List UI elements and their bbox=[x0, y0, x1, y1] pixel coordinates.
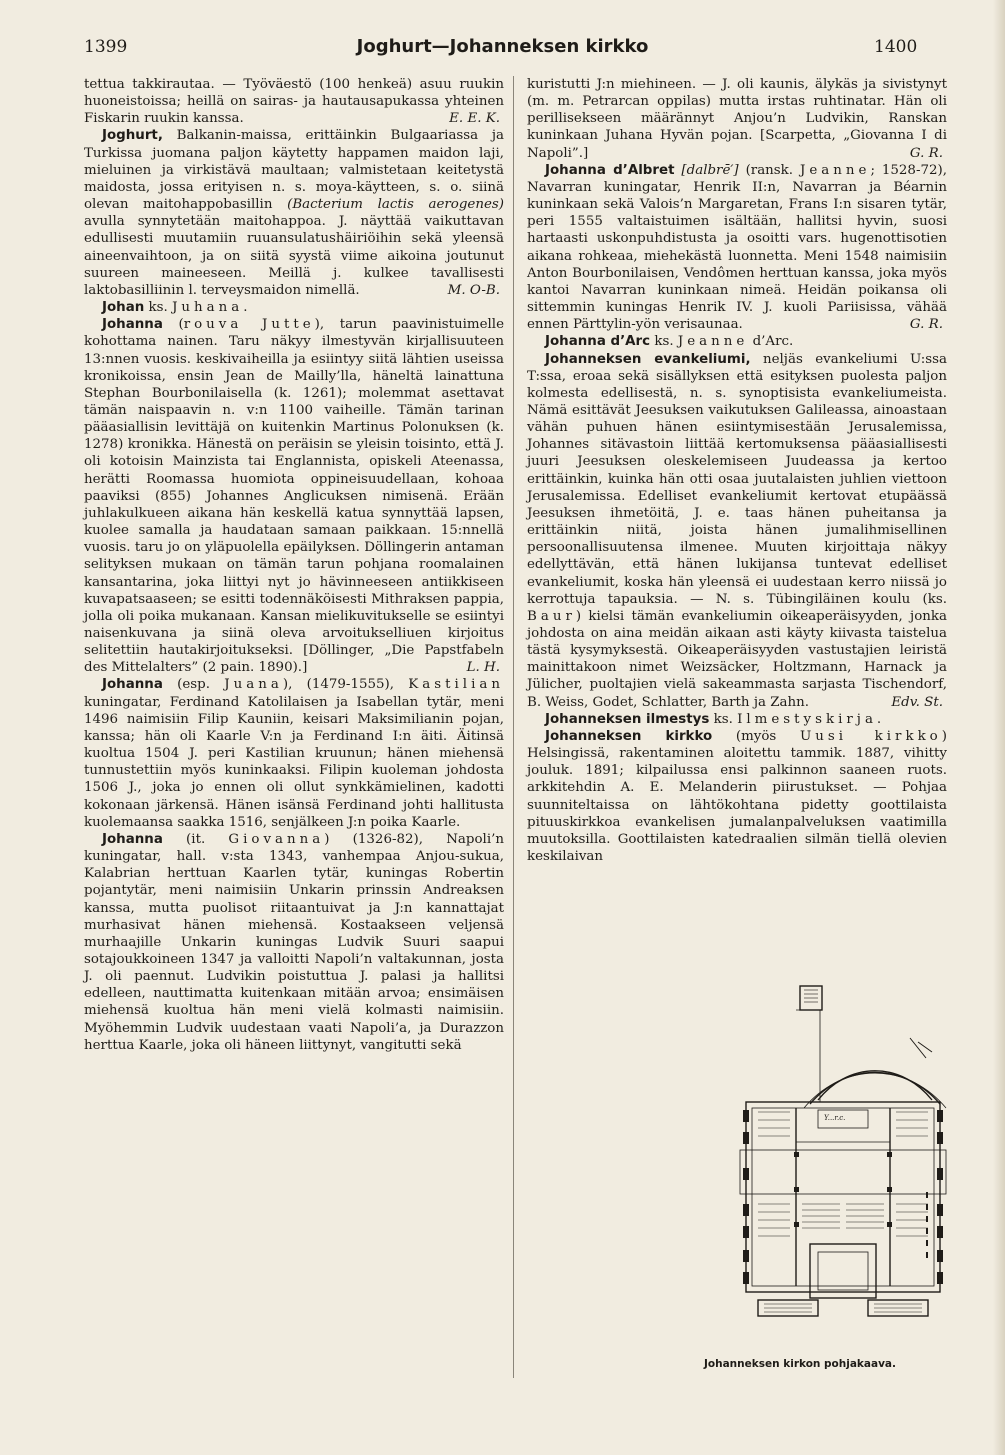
author-signature: L. H. bbox=[466, 660, 500, 676]
headword: Johanneksen evankeliumi, bbox=[545, 351, 751, 367]
figure-caption: Johanneksen kirkon pohjakaava. bbox=[704, 1358, 897, 1370]
headword: Johan bbox=[102, 300, 145, 316]
floor-plan-illustration bbox=[700, 982, 950, 1382]
author-signature: E. E. K. bbox=[449, 111, 500, 127]
entry-johanna-paavi: Johanna (rouva Jutte), tarun paavinistuimelle kohottama nainen. Taru näkyy ilmestyvän kirjallisuuteen 13:nnen vuosis. keskivaiheilla ja esiintyy siitä lähtien useissa kronikoissa, ensin Jean de Mailly’lla, häneltä lainattuna Stephan Bourbonilaisella (k. 1261); molemmat asettavat tämän naispaavin n. v:n 1100 vaiheille. Tämän tarinan pääasiallisin levittäjä on kuitenkin Martinus Polonuksen (k. 1278) kronikka. Hänestä on peräisin se yleisin toisinto, että J. oli kotoisin Mainzista tai Englannista, opiskeli Ateenassa, herätti Roomassa huomiota oppineisuudellaan, kohoaa paaviksi (855) Johannes Anglicuksen nimisenä. Erään juhlakulkueen aikana hän keskellä katua synnyttää lapsen, kuolee samalla ja haudataan samaan paikkaan. 15:nnellä vuosis. taru jo on yläpuolella epäilyksen. Döllingerin antaman selityksen mukaan on tämän tarun pohjana roomalainen kansantarina, joka liittyi nyt jo hävinneeseen antiikkiseen kuvapatsaaseen; se esitti todennäköisesti Mithraksen pappia, jolla oli poika mukanaan. Kansan mielikuvitukselle se esiintyi naisenkuvana ja siinä oleva arvoitukselliuen kirjoitus selitettiin hautakirjoitukseksi. [Döllinger, „Die Papstfabeln des Mittelalters” (2 pain. 1890).] L. H. bbox=[84, 317, 504, 676]
page-edge-shadow bbox=[993, 0, 1005, 1455]
headword: Johanna d’Albret bbox=[545, 162, 675, 178]
entry-joghurt: Joghurt, Balkanin-maissa, erittäinkin Bulgaariassa ja Turkissa juomana paljon käytetty happamen maidon laji, mieluinen ja virkistävä maultaan; valmistetaan keitetystä maidosta, jossa erityisen n. s. moya-käytteen, s. o. siinä olevan maitohappobasillin (Bacterium lactis aerogenes) avulla synnytetään maitohappoa. J. näyttää vaikuttavan edullisesti muutamiin ruuansulatushäiriöihin sekä yleensä aineenvaihtoon, ja on siitä syystä viime aikoina joutunut suureen maineeseen. Meillä j. kulkee tavallisesti laktobasilliinin l. terveysmaidon nimellä. M. O-B. bbox=[84, 128, 505, 298]
entry-johan: Johan ks. Juhana. bbox=[102, 300, 252, 316]
entry-continuation: tettua takkirautaa. — Työväestö (100 henkeä) asuu ruukin huoneistoissa; heillä on sairas- ja hautausapukassa yhteinen Fiskarin ruukin kanssa. E. E. K. bbox=[84, 77, 504, 127]
column-divider bbox=[513, 76, 514, 1378]
headword: Johanneksen kirkko bbox=[545, 728, 713, 744]
plan-label: Y...r.c. bbox=[824, 1114, 846, 1122]
entry-johanneksen-evankeliumi: Johanneksen evankeliumi, neljäs evankeliumi U:ssa T:ssa, eroaa sekä sisällyksen että esityksen puolesta paljon kolmesta edellisestä, n. s. synoptisista evankeliumeista. Nämä esittävät Jeesuksen vaikutuksen Galileassa, ainoastaan vähän puhuen hänen esiintymisestään Jerusalemissa, Johannes sitävastoin liittää kertomuksensa pääasiallisesti juuri Jeesuksen oleskelemiseen Juudeassa ja kertoo erittäinkin, kuinka hän otti osaa juutalaisten juhlien viettoon Jerusalemissa. Edelliset evankeliumit kertovat etupäässä Jeesuksen ihmetöitä, J. e. taas hänen puheitansa ja erittäinkin niitä, joista hänen jumalihmisellinen persoonallisuutensa ilmenee. Muuten kirjoittaja näkyy edellyttävän, että hänen lukijansa tuntevat edelliset evankeliumit, koska hän yleensä ei uudestaan kerro niissä jo kerrottuja tapauksia. — N. s. Tübingiläinen koulu (ks. Baur) kielsi tämän evankeliumin oikeaperäisyyden, jonka johdosta on aina meidän aikaan asti käyty kiivasta taistelua tästä kysymyksestä. Oikeaperäisyyden vastustajien leiristä mainittakoon nimet Weizsäcker, Holtzmann, Harnack ja Jülicher, puoltajien vielä sakeammasta sarjasta Tischendorf, B. Weiss, Godet, Schlatter, Barth ja Zahn. Edv. St. bbox=[527, 351, 947, 710]
headword: Johanna bbox=[102, 317, 163, 333]
right-page-number: 1400 bbox=[874, 37, 918, 57]
entry-johanna-kastilia: Johanna (esp. Juana), (1479-1555), Kastilian kuningatar, Ferdinand Katolilaisen ja Isabellan tytär, meni 1496 naimisiin Filip Kauniin, keisari Maksimilianin pojan, kanssa; hän oli Kaarle V:n ja Ferdinand I:n äiti. Äitinsä kuoltua 1504 J. peri Kastilian kruunun; hänen miehensä tunnustettiin myös kuninkaaksi. Filipin kuoleman johdosta 1506 J., joka jo ennen oli ollut synkkämielinen, kadotti kokonaan järkensä. Hänen isänsä Ferdinand johti hallitusta kuolemaansa saakka 1516, senjälkeen J:n poika Kaarle. bbox=[84, 677, 504, 830]
left-column bbox=[84, 76, 504, 1054]
author-signature: M. O-B. bbox=[447, 282, 500, 298]
author-signature: Edv. St. bbox=[891, 694, 943, 710]
entry-johanna-darc: Johanna d’Arc ks. Jeanne d’Arc. bbox=[545, 334, 794, 350]
headword: Joghurt, bbox=[102, 128, 163, 144]
author-signature: G. R. bbox=[909, 145, 943, 161]
entry-johanna-dalbret: Johanna d’Albret [dalbrē′] (ransk. Jeanne; 1528-72), Navarran kuningatar, Henrik II:n, Navarran ja Béarnin kuninkaan sekä Valois’n Margaretan, Frans I:n sisaren tytär, peri 1555 valtaistuimen isältään, hallitsi hyvin, suosi hartaasti uskonpuhdistusta ja osoitti vars. hugenottisotien aikana rohkeaa, miehekästä luonnetta. Meni 1548 naimisiin Anton Bourbonilaisen, Vendômen herttuan kanssa, joka myös kantoi Navarran kuninkaan nimeä. Heidän poikansa oli sittemmin kuningas Henrik IV. J. kuoli Pariisissa, vähää ennen Pärttylin-yön verisaunaa. G. R. bbox=[527, 162, 947, 333]
author-signature: G. R. bbox=[909, 317, 943, 333]
entry-continuation: kuristutti J:n miehineen. — J. oli kaunis, älykäs ja sivistynyt (m. m. Petrarcan oppilas) mutta irstas ruhtinatar. Hän oli perillisekseen määrännyt Anjou’n Ludvikin, Ranskan kuninkaan Juhana Hyvän pojan. [Scarpetta, „Giovanna I di Napoli”.] G. R. bbox=[527, 77, 947, 161]
headword: Johanna d’Arc bbox=[545, 334, 651, 350]
running-title: Joghurt—Johanneksen kirkko bbox=[356, 36, 649, 57]
headword: Johanneksen ilmestys bbox=[545, 711, 710, 727]
headword: Johanna bbox=[102, 677, 163, 693]
entry-johanneksen-ilmestys: Johanneksen ilmestys ks. Ilmestyskirja. bbox=[545, 711, 886, 727]
entry-johanna-napoli: Johanna (it. Giovanna) (1326-82), Napoli’n kuningatar, hall. v:sta 1343, vanhempaa Anjou-sukua, Kalabrian herttuan Kaarlen tytär, kuningas Robertin pojantytär, meni naimisiin Unkarin prinssin Andreaksen kanssa, mutta puolisot riitaantuivat ja J:n kannattajat murhasivat hänen miehensä. Kostaakseen veljensä murhaajille Unkarin kuningas Ludvik Suuri saapui sotajoukkoineen 1347 ja valloitti Napoli’n valtakunnan, josta J. oli paennut. Ludvikin poistuttua J. palasi ja hallitsi edelleen, nauttimatta kuitenkaan mitään arvoa; ensimäisen miehensä kuoltua hän meni vielä kolmasti naimisiin. Myöhemmin Ludvik uudestaan vaati Napoli’a, ja Durazzon herttua Kaarle, joka oli häneen liittynyt, vangitutti sekä bbox=[84, 831, 504, 1053]
floor-plan-svg bbox=[700, 982, 950, 1362]
entry-johanneksen-kirkko: Johanneksen kirkko (myös Uusi kirkko) Helsingissä, rakentaminen aloitettu tammik. 1887, vihitty jouluk. 1891; kilpailussa ensi palkinnon saaneen ruots. arkkitehdin A. E. Melanderin piirustukset. — Pohjaa suunniteltaissa on lähtökohtana pidetty goottilaista pituuskirkkoa evankelisen jumalanpalveluksen vaatimilla muutoksilla. Goottilaisten katedraalien silmän tiellä olevien keskilaivan bbox=[527, 728, 947, 865]
left-page-number: 1399 bbox=[84, 37, 128, 57]
headword: Johanna bbox=[102, 831, 163, 847]
